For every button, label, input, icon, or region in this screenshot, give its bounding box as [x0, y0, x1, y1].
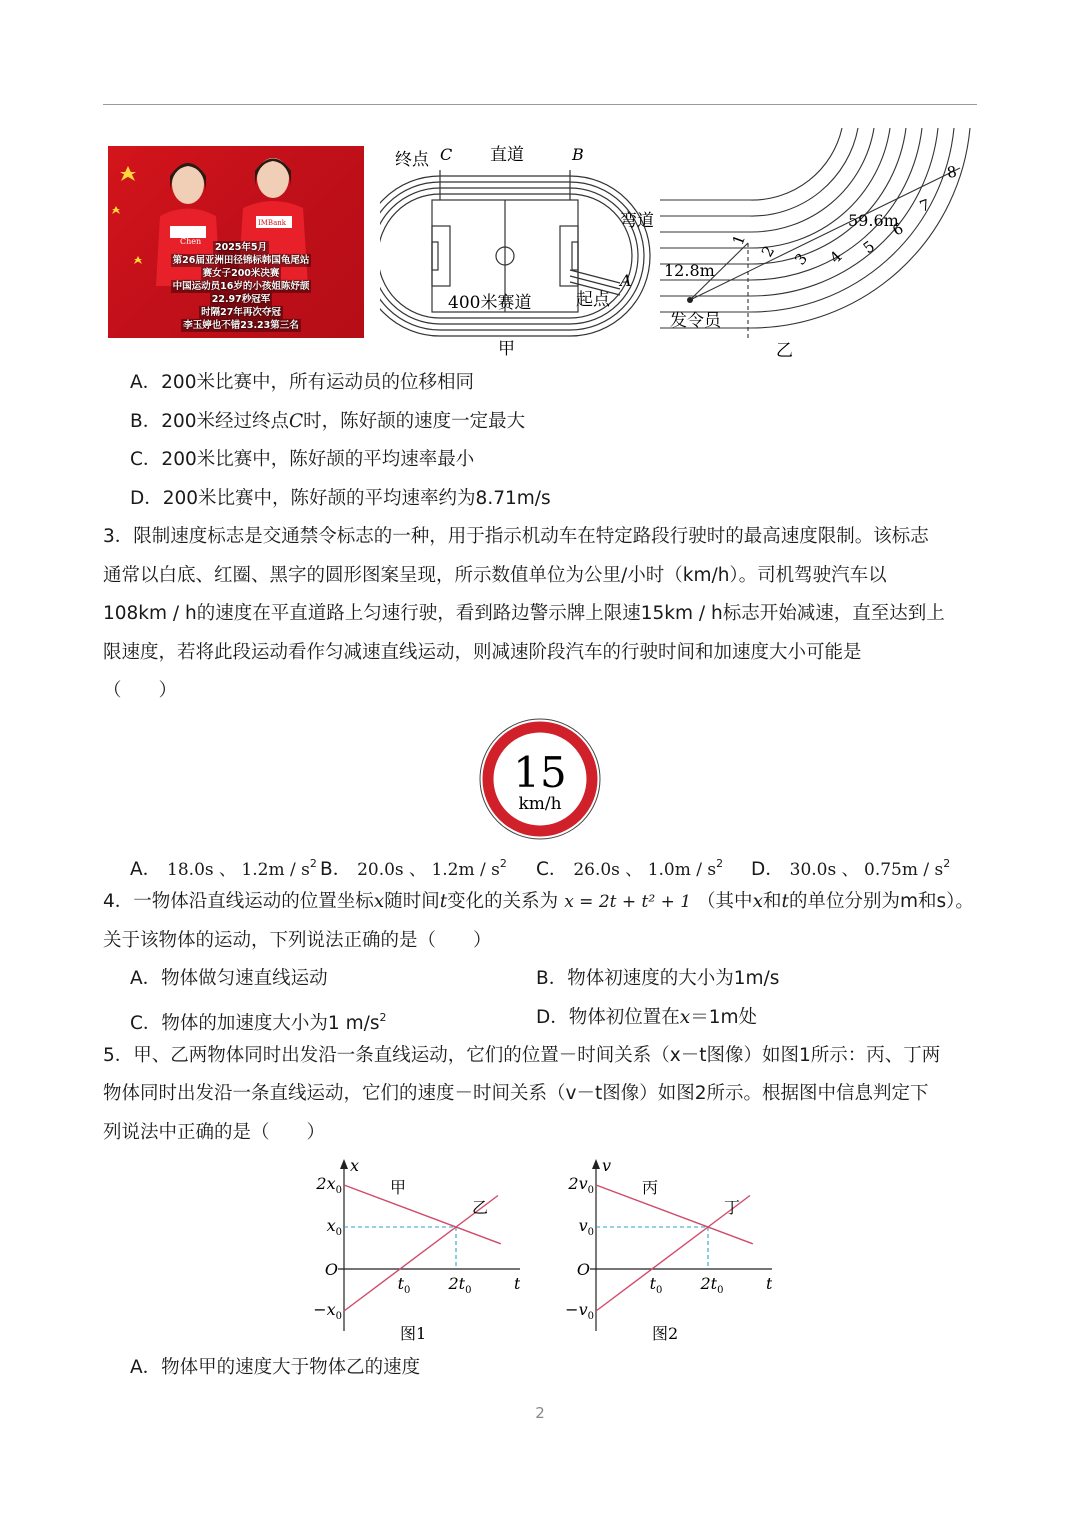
lane-number-2: 2	[757, 242, 779, 260]
q3-option-a: A． 18.0s 、 $1.2m / s^2$	[130, 857, 317, 880]
photo-caption-line: 李玉婷也不错23.23第三名	[183, 320, 299, 331]
y-axis-label: x	[350, 1156, 360, 1175]
lane-number-7: 7	[917, 195, 933, 216]
photo-caption-line: 2025年5月	[214, 242, 268, 253]
q5-line-2: 物体同时出发沿一条直线运动，它们的速度－时间关系（v－t图像）如图2所示。根据图中信息判定下	[103, 1083, 929, 1104]
straight-label: 直道	[490, 145, 524, 165]
q2-option-b: B．200米经过终点C时，陈好颉的速度一定最大	[130, 411, 526, 432]
lane-number-4: 4	[826, 247, 846, 267]
track-label: 400米赛道	[448, 293, 532, 313]
y-axis-arrow	[340, 1159, 348, 1169]
photo-caption-line: 22.97秒冠军	[211, 294, 271, 305]
athletes-photo	[108, 146, 364, 338]
y-axis-arrow	[592, 1159, 600, 1169]
start-label: 起点	[576, 290, 610, 310]
series-label-1: 丙	[642, 1178, 659, 1197]
q4-option-d: D．物体初位置在x＝1m处	[536, 1007, 757, 1028]
tick-t1: $t_0$	[397, 1274, 411, 1296]
q5-line-1: 5．甲、乙两物体同时出发沿一条直线运动，它们的位置－时间关系（x－t图像）如图1所示：丙、丁两	[103, 1045, 941, 1066]
photo-sponsor-text: IMBank	[258, 219, 286, 227]
lane-number-3: 3	[790, 249, 812, 269]
tick-t2: $2t_0$	[448, 1274, 472, 1296]
series-label-2: 乙	[472, 1198, 489, 1217]
speed-limit-sign	[478, 717, 602, 841]
photo-caption-line: 第26届亚洲田径锦标韩国龟尾站	[172, 255, 310, 266]
q3-option-b: B． 20.0s 、 $1.2m / s^2$	[320, 857, 507, 880]
tick-t2: $2t_0$	[700, 1274, 724, 1296]
q4-option-a: A．物体做匀速直线运动	[130, 968, 328, 989]
q3-line-3: 108km / h的速度在平直道路上匀速行驶，看到路边警示牌上限速15km / h标志开始减速，直至达到上	[103, 603, 945, 624]
graph-figure-1	[308, 1155, 520, 1345]
q4-formula: x = 2t + t² + 1	[564, 892, 692, 912]
distance-12-8: 12.8m	[664, 261, 715, 280]
graph-caption: 图2	[652, 1324, 679, 1343]
point-a-label: A	[620, 271, 632, 290]
finish-label: 终点	[395, 150, 429, 170]
distance-59-6: 59.6m	[848, 211, 899, 230]
curve-label: 弯道	[620, 211, 654, 231]
q3-line-4: 限速度，若将此段运动看作匀减速直线运动，则减速阶段汽车的行驶时间和加速度大小可能是	[103, 642, 862, 663]
series-label-1: 甲	[390, 1178, 407, 1197]
q4-option-b: B．物体初速度的大小为1m/s	[536, 968, 780, 989]
point-b-label: B	[572, 145, 584, 164]
tick-neg: $-v_0$	[565, 1300, 594, 1322]
q2-option-d: D．200米比赛中，陈好颉的平均速率约为8.71m/s	[130, 488, 551, 509]
lane-number-1: 1	[728, 232, 750, 248]
tick-t1: $t_0$	[649, 1274, 663, 1296]
q3-line-2: 通常以白底、红圈、黑字的圆形图案呈现，所示数值单位为公里/小时（km/h）。司机驾驶汽车以	[103, 565, 887, 586]
q2-option-a: A．200米比赛中，所有运动员的位移相同	[130, 372, 474, 393]
photo-caption-line: 赛女子200米决赛	[202, 268, 280, 279]
point-c-label: C	[440, 145, 453, 164]
q4-option-c: C．物体的加速度大小为1 $m/s^2$	[130, 1011, 387, 1034]
tick-top: $2x_0$	[316, 1174, 342, 1196]
x-axis-label: t	[514, 1274, 520, 1293]
tick-mid: $x_0$	[326, 1216, 342, 1238]
track-figure	[380, 140, 670, 365]
q5-option-a: A．物体甲的速度大于物体乙的速度	[130, 1357, 421, 1378]
photo-caption	[156, 241, 326, 332]
figure-yi-caption: 乙	[776, 341, 793, 361]
q4-line-1: 4．一物体沿直线运动的位置坐标x随时间t变化的关系为 x = 2t + t² + 1 （其中x和t的单位分别为m和s）。	[103, 891, 974, 912]
photo-caption-line: 中国运动员16岁的小孩姐陈妤颉	[172, 281, 310, 292]
origin-label: O	[576, 1260, 590, 1279]
tick-mid: $v_0$	[578, 1216, 594, 1238]
photo-caption-line: 时隔27年再次夺冠	[201, 307, 281, 318]
q4-line-2: 关于该物体的运动，下列说法正确的是（ ）	[103, 930, 492, 951]
q3-option-d: D． 30.0s 、 $0.75m / s^2$	[751, 857, 951, 880]
q3-line-1: 3．限制速度标志是交通禁令标志的一种，用于指示机动车在特定路段行驶时的最高速度限制。该标志	[103, 526, 929, 547]
starter-label: 发令员	[670, 311, 721, 331]
origin-label: O	[324, 1260, 338, 1279]
lane-number-8: 8	[945, 162, 959, 182]
sign-number: 15	[513, 748, 567, 797]
q3-line-5: （ ）	[103, 680, 178, 701]
header-rule	[103, 104, 977, 105]
q3-option-c: C． 26.0s 、 $1.0m / s^2$	[536, 857, 724, 880]
figure-jia-caption: 甲	[498, 339, 515, 359]
series-label-2: 丁	[724, 1198, 741, 1217]
lanes-figure	[660, 128, 980, 363]
photo-bib-text: Chen	[180, 237, 202, 246]
tick-neg: $-x_0$	[313, 1300, 342, 1322]
sign-unit: km/h	[518, 794, 562, 814]
lane-number-6: 6	[889, 219, 907, 240]
graph-caption: 图1	[400, 1324, 427, 1343]
y-axis-label: v	[602, 1156, 612, 1175]
x-axis-label: t	[766, 1274, 772, 1293]
tick-top: $2v_0$	[568, 1174, 594, 1196]
graph-figure-2	[560, 1155, 772, 1345]
page-number: 2	[535, 1404, 545, 1422]
q2-option-c: C．200米比赛中，陈好颉的平均速率最小	[130, 449, 475, 470]
lane-number-5: 5	[859, 237, 879, 258]
q5-line-3: 列说法中正确的是（ ）	[103, 1122, 326, 1143]
